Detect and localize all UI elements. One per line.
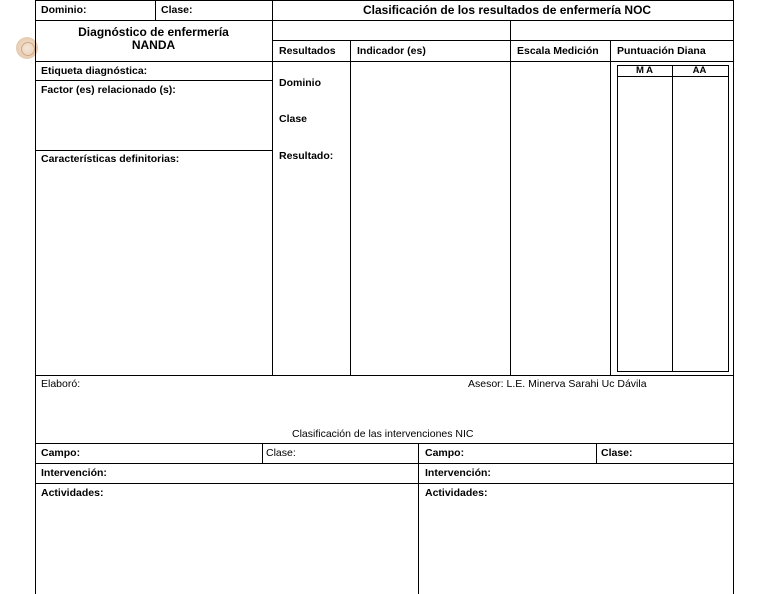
col-header-resultados: Resultados xyxy=(279,45,336,57)
puntuacion-diana-box xyxy=(617,65,729,372)
nic-title: Clasificación de las intervenciones NIC xyxy=(292,428,474,440)
nic-left-actividades: Actividades: xyxy=(41,487,104,499)
rule-ma-aa-split xyxy=(672,65,673,371)
asesor-label: Asesor: L.E. Minerva Sarahi Uc Dávila xyxy=(468,378,647,390)
col-header-ma: M A xyxy=(635,65,654,76)
rule-col-indicador xyxy=(510,40,511,375)
rule-nic-top xyxy=(35,443,734,444)
rule-nic-campo-bottom xyxy=(35,463,734,464)
resultados-resultado: Resultado: xyxy=(279,150,334,162)
nic-right-campo: Campo: xyxy=(425,447,465,459)
factor-label: Factor (es) relacionado (s): xyxy=(41,84,176,96)
rule-noc-subrow xyxy=(272,40,734,41)
rule-nic-left-clase xyxy=(262,443,263,463)
rule-main-bottom xyxy=(35,375,734,376)
rule-noc-columns-bottom xyxy=(272,61,734,62)
nic-right-clase: Clase: xyxy=(601,447,633,459)
col-header-puntuacion: Puntuación Diana xyxy=(617,45,706,57)
col-header-aa: AA xyxy=(692,65,707,76)
clase-label: Clase: xyxy=(161,4,193,16)
rule-right-outer xyxy=(733,0,734,594)
nanda-title-line2: NANDA xyxy=(131,38,176,52)
nic-left-campo: Campo: xyxy=(41,447,81,459)
rule-nanda-title-bottom xyxy=(35,61,272,62)
etiqueta-label: Etiqueta diagnóstica: xyxy=(41,65,148,77)
rule-nic-intervencion-bottom xyxy=(35,483,734,484)
elaboro-label: Elaboró: xyxy=(41,378,81,390)
nic-right-actividades: Actividades: xyxy=(425,487,488,499)
rule-noc-subrow-split xyxy=(510,20,511,40)
resultados-clase: Clase xyxy=(279,113,308,125)
rule-top xyxy=(35,0,734,1)
dominio-label: Dominio: xyxy=(41,4,87,16)
rule-nic-right-clase xyxy=(596,443,597,463)
nic-right-intervencion: Intervención: xyxy=(425,467,491,479)
rule-header-dominio-clase xyxy=(155,0,156,20)
rule-left-outer xyxy=(35,0,36,594)
resultados-dominio: Dominio xyxy=(279,77,321,89)
rule-col-escala xyxy=(610,40,611,375)
rule-etiqueta-bottom xyxy=(35,80,272,81)
col-header-indicador: Indicador (es) xyxy=(357,45,426,57)
nanda-title-line1: Diagnóstico de enfermería xyxy=(78,25,229,39)
rule-header-dominio-bottom xyxy=(35,20,272,21)
nic-left-intervencion: Intervención: xyxy=(41,467,107,479)
rule-nanda-noc-split xyxy=(272,0,273,375)
col-header-escala: Escala Medición xyxy=(517,45,599,57)
caracteristicas-label: Características definitorias: xyxy=(41,153,180,165)
nic-left-clase: Clase: xyxy=(266,447,296,459)
rule-header-noc-bottom xyxy=(272,20,734,21)
rule-col-resultados xyxy=(350,40,351,375)
rule-factor-bottom xyxy=(35,150,272,151)
noc-title: Clasificación de los resultados de enfermería NOC xyxy=(363,3,652,17)
rule-nic-middle xyxy=(418,443,419,594)
